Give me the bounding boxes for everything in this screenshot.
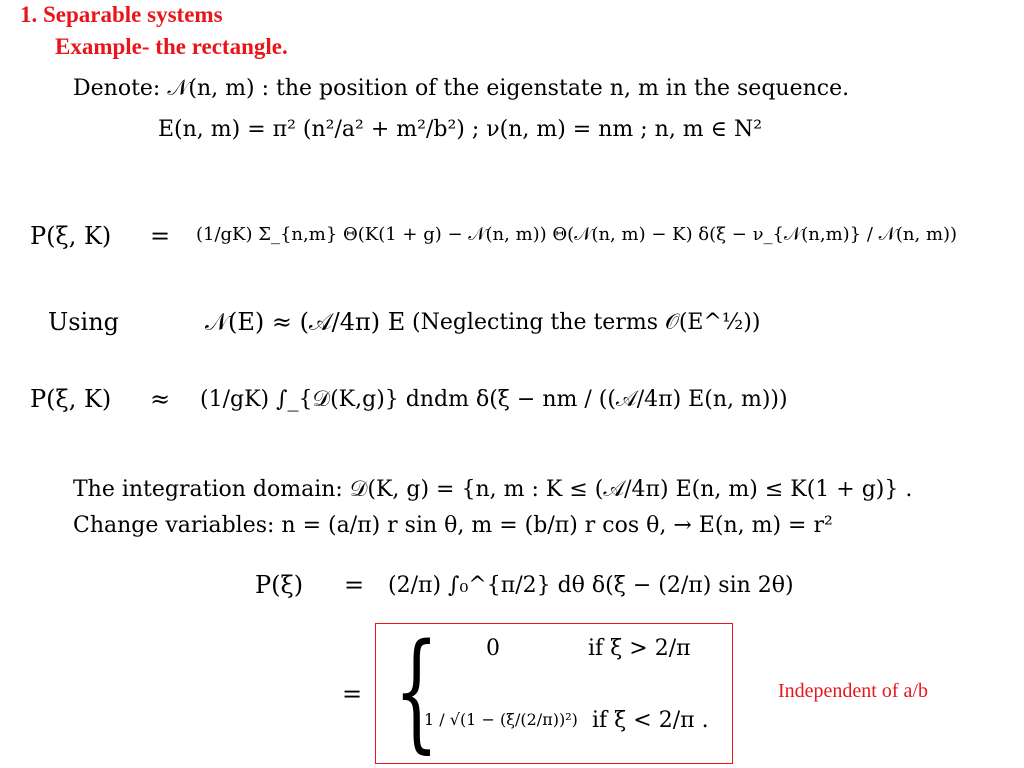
case2-value: 1 / √(1 − (ξ/(2/π))²) bbox=[424, 710, 578, 729]
case2-condition: if ξ < 2/π . bbox=[592, 708, 709, 733]
eq-p-rel: = bbox=[150, 222, 171, 250]
using-label: Using bbox=[48, 308, 120, 336]
cases-rel: = bbox=[342, 680, 363, 708]
energy-definition: E(n, m) = π² (n²/a² + m²/b²) ; ν(n, m) = nm ; n, m ∈ N² bbox=[158, 117, 763, 142]
case1-value: 0 bbox=[486, 636, 500, 661]
eq-pxi-rel: = bbox=[344, 571, 365, 599]
eq-approx-lhs: P(ξ, K) bbox=[30, 385, 112, 413]
denote-line: Denote: 𝒩(n, m) : the position of the eigenstate n, m in the sequence. bbox=[73, 76, 850, 101]
eq-pxi-rhs: (2/π) ∫₀^{π/2} dθ δ(ξ − (2/π) sin 2θ) bbox=[388, 573, 794, 598]
eq-p-rhs: (1/gK) Σ_{n,m} Θ(K(1 + g) − 𝒩(n, m)) Θ(𝒩(n, m) − K) δ(ξ − ν_{𝒩(n,m)} / 𝒩(n, m)) bbox=[196, 224, 958, 245]
section-heading: 1. Separable systems bbox=[20, 2, 223, 27]
independent-note: Independent of a/b bbox=[778, 680, 928, 702]
using-formula: 𝒩(E) ≈ (𝒜/4π) E bbox=[205, 308, 406, 336]
example-heading: Example- the rectangle. bbox=[55, 34, 288, 59]
case1-condition: if ξ > 2/π bbox=[588, 636, 691, 661]
cases-brace: { bbox=[394, 617, 439, 766]
eq-approx-rhs: (1/gK) ∫_{𝒟(K,g)} dndm δ(ξ − nm / ((𝒜/4π) E(n, m))) bbox=[200, 387, 788, 412]
eq-approx-rel: ≈ bbox=[150, 385, 171, 413]
eq-pxi-lhs: P(ξ) bbox=[255, 571, 304, 599]
using-note: (Neglecting the terms 𝒪(E^½)) bbox=[412, 310, 761, 335]
change-variables: Change variables: n = (a/π) r sin θ, m = (b/π) r cos θ, → E(n, m) = r² bbox=[73, 513, 833, 538]
eq-p-lhs: P(ξ, K) bbox=[30, 222, 112, 250]
integration-domain: The integration domain: 𝒟(K, g) = {n, m : K ≤ (𝒜/4π) E(n, m) ≤ K(1 + g)} . bbox=[73, 477, 913, 502]
